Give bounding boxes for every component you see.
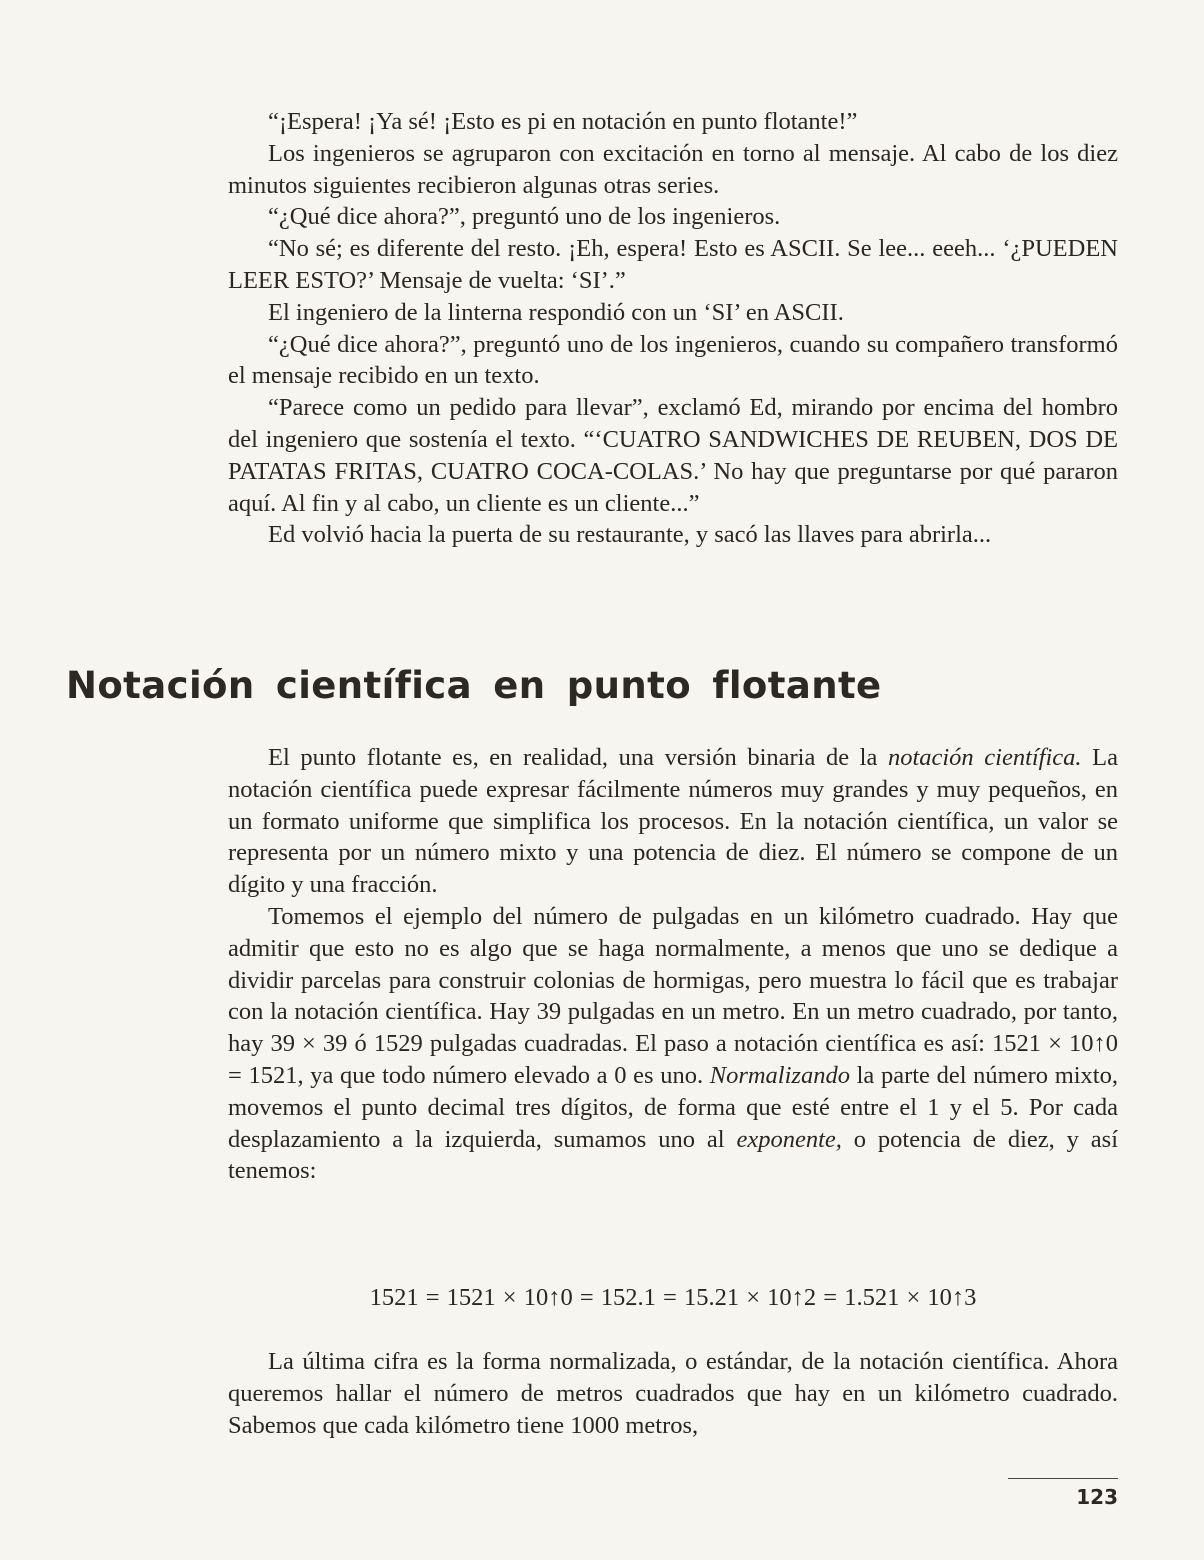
paragraph: “¿Qué dice ahora?”, preguntó uno de los ingenieros, cuando su compañero transformó el mensaje recibido en un texto. [228,330,1118,390]
italic-term: exponente, [736,1125,842,1153]
paragraph: “¡Espera! ¡Ya sé! ¡Esto es pi en notación en punto flotante!” [268,108,858,135]
page-number: 123 [1076,1485,1118,1509]
equation: 1521 = 1521 × 10↑0 = 152.1 = 15.21 × 10↑2 = 1.521 × 10↑3 [369,1284,977,1311]
paragraph [228,901,1118,1187]
paragraph [228,742,1118,901]
paragraph: “No sé; es diferente del resto. ¡Eh, espera! Esto es ASCII. Se lee... eeeh... ‘¿PUEDEN LEER ESTO?’ Mensaje de vuelta: ‘SI’.” [228,235,1118,294]
page-number-rule [1008,1478,1118,1479]
italic-term: Normalizando [709,1061,850,1089]
paragraph: “¿Qué dice ahora?”, preguntó uno de los ingenieros. [268,203,781,231]
paragraph: “Parece como un pedido para llevar”, exclamó Ed, mirando por encima del hombro del ingeniero que sostenía el texto. “‘CUATRO SANDWICHES DE REUBEN, DOS DE PATATAS FRITAS, CUATRO COCA-COLAS.’ No hay que preguntarse por qué pararon aquí. Al fin y al cabo, un cliente es un cliente...” [228,394,1118,517]
text-run: la parte del número mixto, movemos el punto decimal tres dígitos, de forma que esté entre el 1 y el 5. Por cada desplazamiento a la izquierda, sumamos uno al [228,1061,1118,1153]
dialogue-text [228,106,1118,551]
italic-term: notación científica. [887,744,1082,771]
paragraph: La última cifra es la forma normalizada, o estándar, de la notación científica. Ahora queremos hallar el número de metros cuadrados que hay en un kilómetro cuadrado. Sabemos que cada kilómetro tiene 1000 metros, [228,1348,1118,1439]
paragraph: Ed volvió hacia la puerta de su restaurante, y sacó las llaves para abrirla... [268,521,992,549]
section-heading: Notación científica en punto flotante [66,664,882,707]
text-run: Tomemos el ejemplo del número de pulgadas en un kilómetro cuadrado. Hay que admitir que esto no es algo que se haga normalmente, a menos que uno se dedique a dividir parcelas para construir colonias de hormigas, pero muestra lo fácil que es trabajar con la notación científica. Hay 39 pulgadas en un metro. En un metro cuadrado, por tanto, hay 39 × 39 ó 1529 pulgadas cuadradas. El paso a notación científica es así: 1521 × 10↑0 = 1521, ya que todo número elevado a 0 es uno. [228,902,1118,1089]
text-run: o potencia de diez, y así tenemos: [228,1125,1118,1185]
paragraph: El ingeniero de la linterna respondió con un ‘SI’ en ASCII. [268,298,844,326]
paragraph: Los ingenieros se agruparon con excitación en torno al mensaje. Al cabo de los diez minutos siguientes recibieron algunas otras series. [228,139,1118,199]
section-body-continued [228,1346,1118,1441]
text-run: La notación científica puede expresar fácilmente números muy grandes y muy pequeños, en un formato uniforme que simplifica los procesos. En la notación científica, un valor se representa por un número mixto y una potencia de diez. El número se compone de un dígito y una fracción. [228,744,1118,899]
text-run: El punto flotante es, en realidad, una versión binaria de la [268,744,888,771]
section-body [228,742,1118,1187]
